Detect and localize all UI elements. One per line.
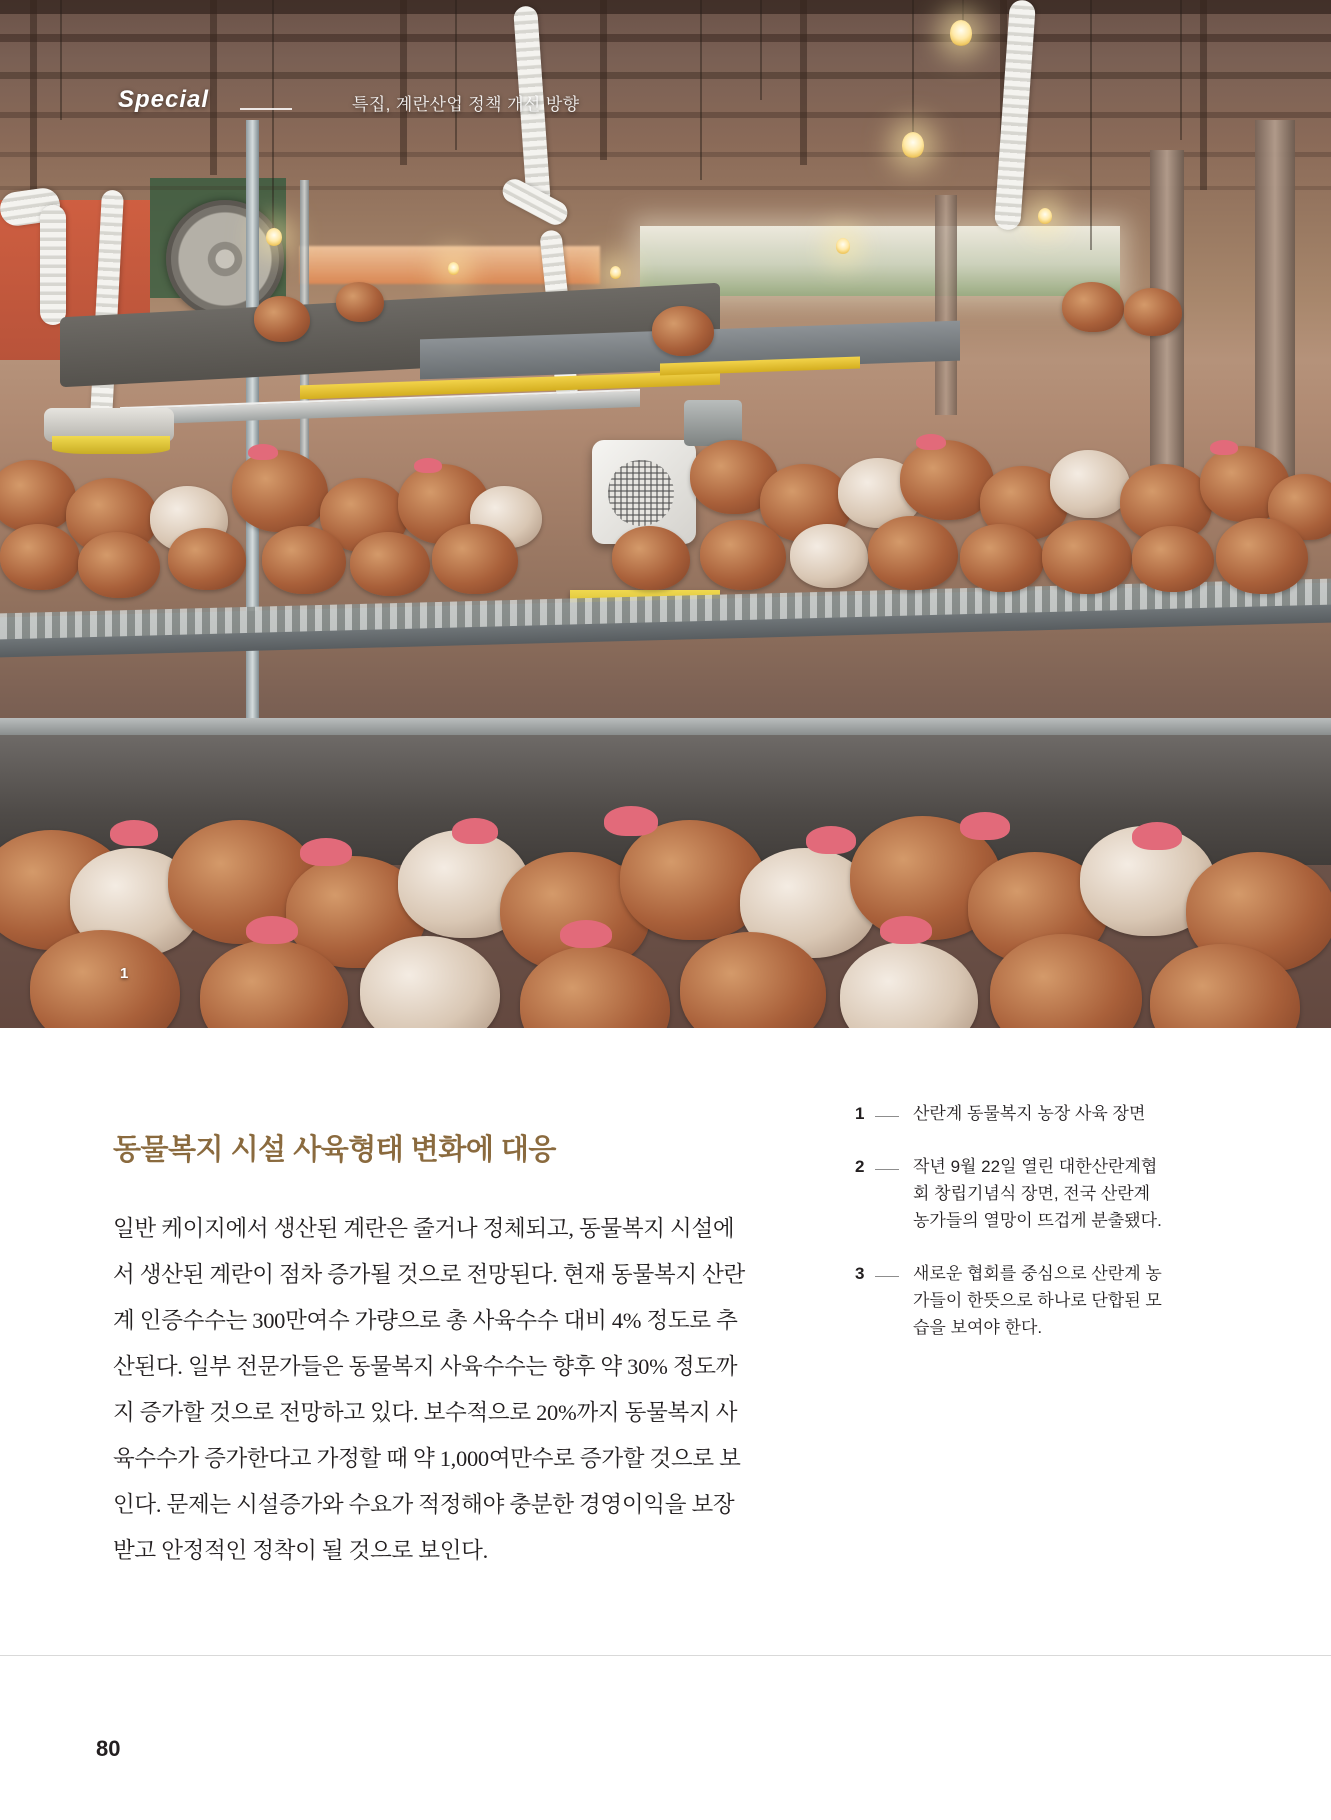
- caption-number: 3: [855, 1264, 865, 1283]
- light-bulb: [266, 228, 282, 246]
- footer-divider: [0, 1655, 1331, 1656]
- caption-number: 2: [855, 1157, 865, 1176]
- hanging-wire: [60, 0, 62, 120]
- ceiling-joist: [0, 186, 1331, 190]
- hanging-wire: [272, 0, 274, 230]
- light-bulb: [610, 266, 621, 279]
- ceiling-rafter: [800, 0, 807, 165]
- caption-dash: [875, 1276, 899, 1277]
- caption-text: 새로운 협회를 중심으로 산란계 농가들이 한뜻으로 하나로 단합된 모습을 보여야 한다.: [913, 1264, 1162, 1337]
- barn-column: [935, 195, 957, 415]
- caption-text: 산란계 동물복지 농장 사육 장면: [913, 1104, 1146, 1123]
- caption-number: 1: [855, 1104, 865, 1123]
- article-content: [0, 1028, 1331, 1820]
- section-kicker-subtitle: 특집, 계란산업 정책 개선 방향: [352, 95, 580, 114]
- page-title: 동물복지 시설 사육형태 변화에 대응: [113, 1134, 556, 1167]
- upper-flock: [0, 420, 1331, 620]
- ceiling-rafter: [1200, 0, 1207, 190]
- flex-hose: [40, 205, 66, 325]
- hanging-wire: [912, 0, 914, 135]
- ceiling-rafter: [600, 0, 607, 160]
- ceiling-joist: [0, 152, 1331, 157]
- hanging-wire: [760, 0, 762, 100]
- hanging-wire: [1180, 0, 1182, 140]
- figure-number-1: 1: [120, 965, 129, 982]
- hanging-wire: [962, 0, 964, 22]
- article-body: 일반 케이지에서 생산된 계란은 줄거나 정체되고, 동물복지 시설에서 생산된 계란이 점차 증가될 것으로 전망된다. 현재 동물복지 산란계 인증수수는 300만여수 가량으로 총 사육수수 대비 4% 정도로 추산된다. 일부 전문가들은 동물복지 사육수수는 향후 약 30% 정도까지 증가할 것으로 전망하고 있다. 보수적으로 20%까지 동물복지 사육수수가 증가한다고 가정할 때 약 1,000여만수로 증가할 것으로 보인다. 문제는 시설증가와 수요가 적정해야 충분한 경영이익을 보장받고 안정적인 정착이 될 것으로 보인다.: [113, 1215, 745, 1563]
- caption-list: [855, 1100, 1165, 1367]
- caption-dash: [875, 1169, 899, 1170]
- hanging-wire: [1090, 0, 1092, 250]
- caption-item: [855, 1100, 1165, 1127]
- ceiling-rafter: [210, 0, 217, 175]
- caption-dash: [875, 1116, 899, 1117]
- page-number: 80: [96, 1736, 121, 1761]
- hanging-wire: [455, 0, 457, 150]
- ceiling-rafter: [400, 0, 407, 165]
- light-bulb: [950, 20, 972, 46]
- caption-text: 작년 9월 22일 열린 대한산란계협회 창립기념식 장면, 전국 산란계 농가들의 열망이 뜨겁게 분출됐다.: [913, 1157, 1162, 1230]
- light-bulb: [1038, 208, 1052, 224]
- hanging-wire: [700, 0, 702, 180]
- light-bulb: [902, 132, 924, 158]
- light-bulb: [836, 238, 850, 254]
- floor-flock: [0, 760, 1331, 1028]
- kicker-rule: [240, 108, 292, 110]
- caption-item: [855, 1153, 1165, 1234]
- section-kicker: Special: [118, 86, 210, 113]
- ceiling-joist: [0, 72, 1331, 79]
- caption-item: [855, 1260, 1165, 1341]
- light-bulb: [448, 262, 459, 275]
- ceiling-joist: [0, 34, 1331, 42]
- ceiling-rafter: [30, 0, 37, 190]
- ceiling-joist: [0, 0, 1331, 14]
